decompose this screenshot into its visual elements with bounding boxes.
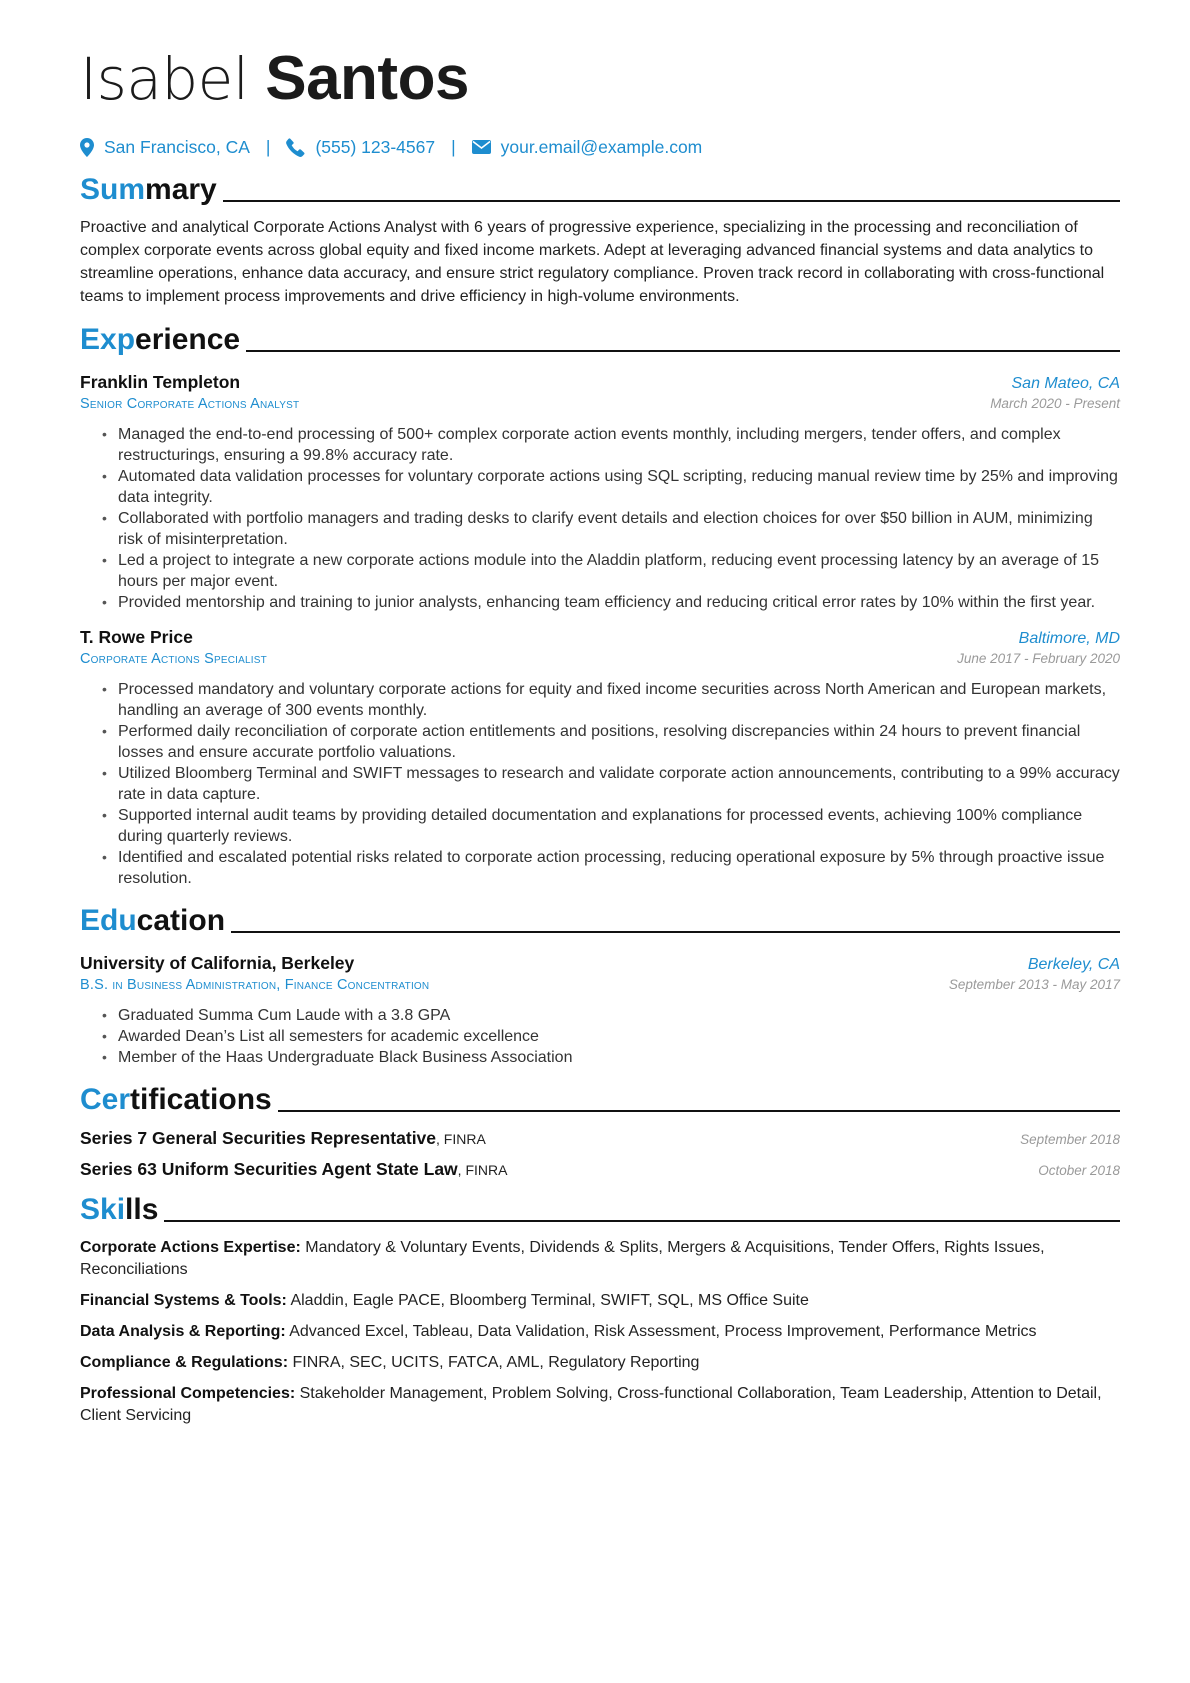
skill-category: Data Analysis & Reporting: bbox=[80, 1323, 286, 1340]
job-bullets bbox=[80, 679, 1120, 889]
last-name: Santos bbox=[265, 44, 469, 113]
section-rule bbox=[164, 1220, 1120, 1222]
skill-list: Aladdin, Eagle PACE, Bloomberg Terminal, SWIFT, SQL, MS Office Suite bbox=[290, 1292, 809, 1309]
contact-separator: | bbox=[265, 136, 271, 157]
resume-page bbox=[80, 40, 1120, 1427]
skill-row bbox=[80, 1352, 1120, 1374]
contact-phone[interactable] bbox=[286, 137, 435, 158]
certifications-title: Certifications bbox=[80, 1083, 272, 1116]
skill-list: FINRA, SEC, UCITS, FATCA, AML, Regulatory Reporting bbox=[292, 1354, 700, 1371]
phone-icon bbox=[286, 138, 305, 157]
certification-issuer: , FINRA bbox=[436, 1131, 486, 1147]
email-link: your.email@example.com bbox=[500, 136, 703, 157]
summary-heading bbox=[80, 172, 1120, 208]
section-rule bbox=[278, 1110, 1120, 1112]
certification-date: October 2018 bbox=[1038, 1163, 1120, 1178]
contact-separator: | bbox=[451, 136, 456, 157]
certifications-heading bbox=[80, 1082, 1120, 1118]
bullet-item: • Performed daily reconciliation of corporate action entitlements and positions, resolving discrepancies within 24 hours to prevent financial losses and ensure accurate portfolio valuations. bbox=[102, 721, 1120, 763]
job-dates: June 2017 - February 2020 bbox=[957, 651, 1120, 666]
certification-name: Series 7 General Securities Representative bbox=[80, 1128, 437, 1148]
skills-heading bbox=[80, 1192, 1120, 1228]
job-dates: March 2020 - Present bbox=[990, 396, 1120, 411]
experience-title: Experience bbox=[80, 323, 241, 356]
skill-category: Professional Competencies: bbox=[80, 1385, 296, 1402]
bullet-item: • Led a project to integrate a new corporate actions module into the Aladdin platform, reducing event processing latency by an average of 15 hours per major event. bbox=[102, 550, 1120, 592]
skill-row bbox=[80, 1237, 1120, 1281]
job-location: San Mateo, CA bbox=[1011, 375, 1120, 392]
job-title: Corporate Actions Specialist bbox=[80, 651, 267, 667]
section-rule bbox=[231, 931, 1120, 933]
summary-text: Proactive and analytical Corporate Actions Analyst with 6 years of progressive experience, specializing in the processing and reconciliation of complex corporate events across global equity and fixed income markets. Adept at leveraging advanced financial systems and data analytics to streamline operations, enhance data accuracy, and ensure strict regulatory compliance. Proven track record in collaborating with cross-functional teams to implement process improvements and drive efficiency in high-volume environments. bbox=[80, 219, 1105, 305]
contact-bar bbox=[80, 134, 1120, 160]
job-location: Baltimore, MD bbox=[1018, 630, 1120, 647]
bullet-item: • Managed the end-to-end processing of 500+ complex corporate action events monthly, including mergers, tender offers, and complex restructurings, ensuring a 99.8% accuracy rate. bbox=[102, 424, 1120, 466]
job-title: Senior Corporate Actions Analyst bbox=[80, 396, 300, 412]
employer-name: T. Rowe Price bbox=[80, 627, 193, 647]
bullet-item: • Awarded Dean’s List all semesters for academic excellence bbox=[102, 1026, 1120, 1047]
certification-item bbox=[80, 1128, 1120, 1149]
section-rule bbox=[223, 200, 1120, 202]
bullet-item: • Processed mandatory and voluntary corporate actions for equity and fixed income securities across North American and European markets, handling an average of 300 events monthly. bbox=[102, 679, 1120, 721]
phone-text: (555) 123-4567 bbox=[315, 136, 436, 157]
skill-row bbox=[80, 1290, 1120, 1312]
contact-email[interactable] bbox=[472, 137, 703, 158]
certification-name: Series 63 Uniform Securities Agent State Law bbox=[80, 1159, 458, 1179]
school-location: Berkeley, CA bbox=[1027, 956, 1120, 973]
school-name: University of California, Berkeley bbox=[80, 953, 355, 973]
certification-issuer: , FINRA bbox=[457, 1162, 508, 1178]
experience-heading bbox=[80, 322, 1120, 358]
bullet-item: • Member of the Haas Undergraduate Black Business Association bbox=[102, 1047, 1120, 1068]
summary-title: Summary bbox=[80, 173, 217, 206]
candidate-name bbox=[80, 40, 1120, 118]
first-name: Isabel bbox=[80, 45, 249, 113]
skill-category: Corporate Actions Expertise: bbox=[80, 1239, 301, 1256]
education-bullets bbox=[80, 1005, 1120, 1068]
certification-item bbox=[80, 1159, 1120, 1180]
education-dates: September 2013 - May 2017 bbox=[948, 977, 1120, 992]
map-pin-icon bbox=[80, 138, 94, 157]
bullet-item: • Provided mentorship and training to junior analysts, enhancing team efficiency and reducing critical error rates by 10% within the first year. bbox=[102, 592, 1120, 613]
bullet-item: • Automated data validation processes for voluntary corporate actions using SQL scripting, reducing manual review time by 25% and improving data integrity. bbox=[102, 466, 1120, 508]
skill-category: Compliance & Regulations: bbox=[80, 1354, 289, 1371]
contact-location bbox=[80, 137, 250, 158]
skill-list: Advanced Excel, Tableau, Data Validation, Risk Assessment, Process Improvement, Performance Metrics bbox=[289, 1323, 1037, 1340]
certification-date: September 2018 bbox=[1020, 1132, 1120, 1147]
bullet-item: • Identified and escalated potential risks related to corporate action processing, reducing operational exposure by 5% through proactive issue resolution. bbox=[102, 847, 1120, 889]
envelope-icon bbox=[472, 140, 491, 154]
experience-entry bbox=[80, 372, 1120, 613]
skills-title: Skills bbox=[80, 1193, 159, 1226]
education-entry bbox=[80, 953, 1120, 1068]
job-bullets bbox=[80, 424, 1120, 613]
bullet-item: • Graduated Summa Cum Laude with a 3.8 GPA bbox=[102, 1005, 1120, 1026]
bullet-item: • Utilized Bloomberg Terminal and SWIFT messages to research and validate corporate action announcements, contributing to a 99% accuracy rate in data capture. bbox=[102, 763, 1120, 805]
location-text: San Francisco, CA bbox=[104, 136, 250, 157]
skill-row bbox=[80, 1321, 1120, 1343]
degree: B.S. in Business Administration, Finance Concentration bbox=[80, 977, 430, 993]
experience-entry bbox=[80, 627, 1120, 889]
education-title: Education bbox=[80, 904, 226, 937]
skill-category: Financial Systems & Tools: bbox=[80, 1292, 287, 1309]
bullet-item: • Supported internal audit teams by providing detailed documentation and explanations for processed events, achieving 100% compliance during quarterly reviews. bbox=[102, 805, 1120, 847]
section-rule bbox=[246, 350, 1120, 352]
skill-row bbox=[80, 1383, 1120, 1427]
employer-name: Franklin Templeton bbox=[80, 372, 241, 392]
education-heading bbox=[80, 903, 1120, 939]
skill-list: Mandatory & Voluntary Events, Dividends & Splits, Mergers & Acquisitions, Tender Offers, Rights Issues, Reconciliations bbox=[80, 1239, 1045, 1278]
skill-list: Stakeholder Management, Problem Solving, Cross-functional Collaboration, Team Leadership, Attention to Detail, Client Servicing bbox=[80, 1385, 1102, 1424]
bullet-item: • Collaborated with portfolio managers and trading desks to clarify event details and election choices for over $50 billion in AUM, minimizing risk of misinterpretation. bbox=[102, 508, 1120, 550]
